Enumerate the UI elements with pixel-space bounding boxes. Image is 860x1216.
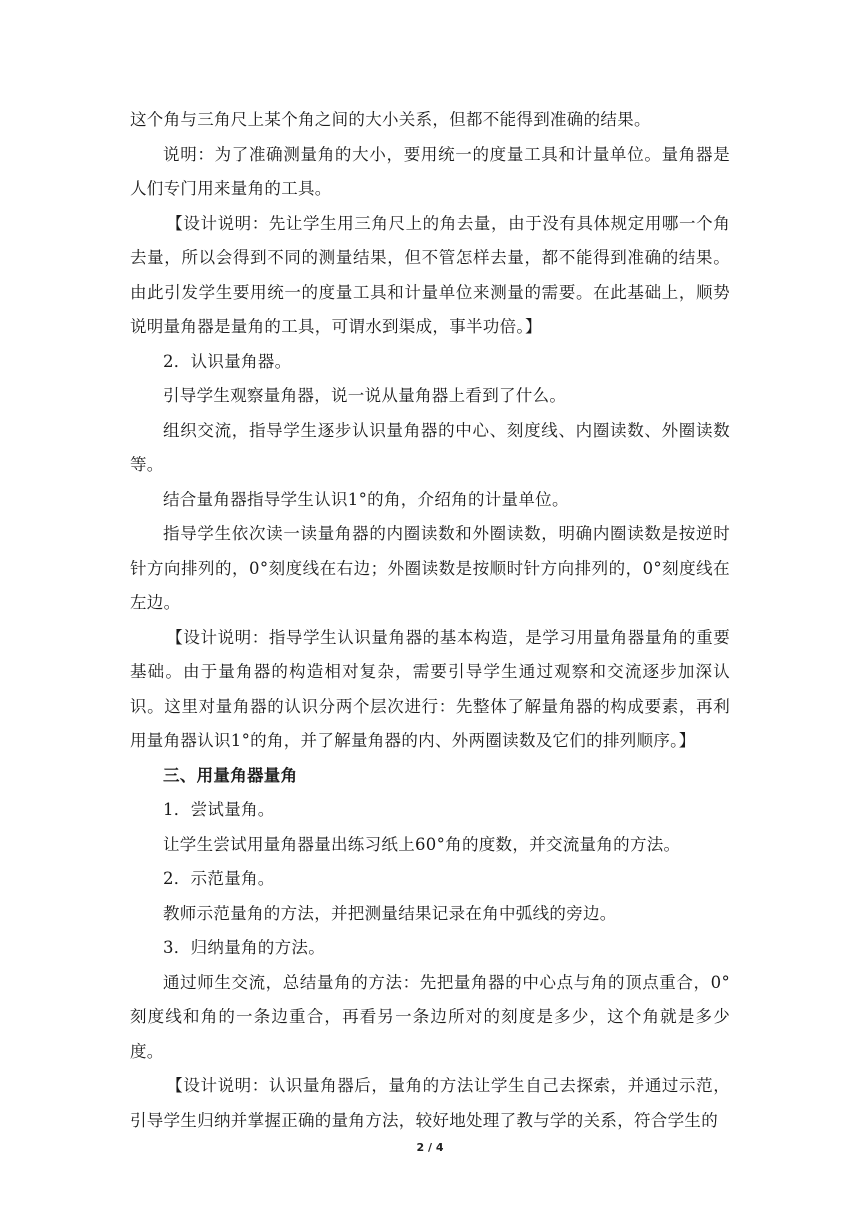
- document-body: [130, 103, 730, 1138]
- paragraph-read-scales: 指导学生依次读一读量角器的内圈读数和外圈读数，明确内圈读数是按逆时针方向排列的，0°刻度线在右边；外圈读数是按顺时针方向排列的，0°刻度线在左边。: [130, 524, 730, 612]
- paragraph-demo: 教师示范量角的方法，并把测量结果记录在角中弧线的旁边。: [163, 903, 617, 923]
- section-heading-measure: 三、用量角器量角: [163, 765, 298, 785]
- paragraph-try-measure: 让学生尝试用量角器量出练习纸上60°角的度数，并交流量角的方法。: [163, 834, 681, 854]
- step-3-heading: 3．归纳量角的方法。: [163, 938, 325, 957]
- paragraph-explanation: 说明：为了准确测量角的大小，要用统一的度量工具和计量单位。量角器是人们专门用来量角的工具。: [130, 144, 730, 198]
- paragraph-one-degree: 结合量角器指导学生认识1°的角，介绍角的计量单位。: [163, 489, 569, 509]
- page-number: 2 / 4: [416, 1141, 444, 1154]
- step-1-heading: 1．尝试量角。: [163, 800, 275, 819]
- design-note-1: 【设计说明：先让学生用三角尺上的角去量，由于没有具体规定用哪一个角去量，所以会得到不同的测量结果，但不管怎样去量，都不能得到准确的结果。由此引发学生要用统一的度量工具和计量单位来测量的需要。在此基础上，顺势说明量角器是量角的工具，可谓水到渠成，事半功倍。】: [130, 213, 730, 336]
- step-2b-heading: 2．示范量角。: [163, 869, 275, 888]
- design-note-3: 【设计说明：认识量角器后，量角的方法让学生自己去探索，并通过示范，引导学生归纳并掌握正确的量角方法，较好地处理了教与学的关系，符合学生的: [130, 1076, 730, 1130]
- design-note-2: 【设计说明：指导学生认识量角器的基本构造，是学习用量角器量角的重要基础。由于量角器的构造相对复杂，需要引导学生通过观察和交流逐步加深认识。这里对量角器的认识分两个层次进行：先整体了解量角器的构成要素，再利用量角器认识1°的角，并了解量角器的内、外两圈读数及它们的排列顺序。】: [130, 627, 730, 750]
- paragraph-guide-observe: 引导学生观察量角器，说一说从量角器上看到了什么。: [163, 386, 567, 405]
- paragraph-continuation: 这个角与三角尺上某个角之间的大小关系，但都不能得到准确的结果。: [130, 110, 651, 129]
- paragraph-summary-method: 通过师生交流，总结量角的方法：先把量角器的中心点与角的顶点重合，0°刻度线和角的一条边重合，再看另一条边所对的刻度是多少，这个角就是多少度。: [130, 972, 730, 1061]
- paragraph-organize-exchange: 组织交流，指导学生逐步认识量角器的中心、刻度线、内圈读数、外圈读数等。: [130, 420, 730, 474]
- step-2-heading: 2．认识量角器。: [163, 351, 292, 371]
